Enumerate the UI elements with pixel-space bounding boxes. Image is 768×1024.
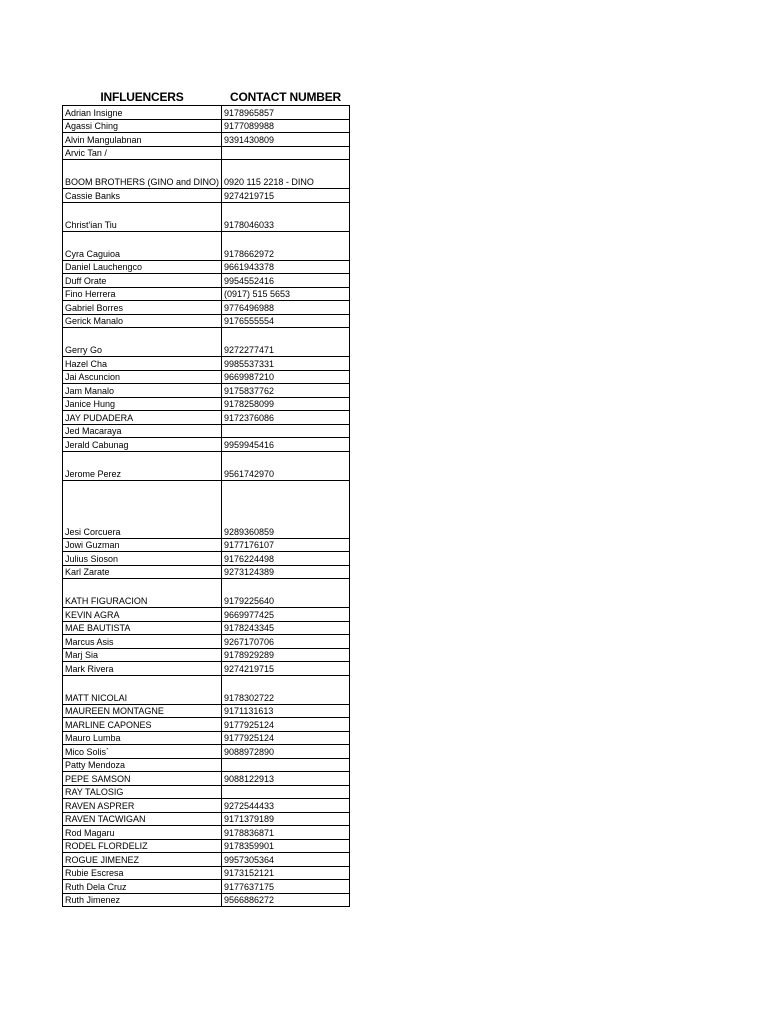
influencer-name-cell[interactable]: Mauro Lumba bbox=[63, 731, 222, 745]
table-row bbox=[63, 608, 350, 622]
influencer-name-cell[interactable]: Christ'ian Tiu bbox=[63, 202, 222, 231]
influencer-name-cell[interactable]: Rod Magaru bbox=[63, 826, 222, 840]
table-row bbox=[63, 565, 350, 579]
influencer-name-cell[interactable]: RAY TALOSIG bbox=[63, 785, 222, 799]
influencer-name-cell[interactable]: Jowi Guzman bbox=[63, 538, 222, 552]
influencer-name-cell[interactable]: Fino Herrera bbox=[63, 287, 222, 301]
contact-number-cell[interactable]: 9954552416 bbox=[222, 274, 350, 288]
table-row bbox=[63, 119, 350, 133]
contact-number-cell[interactable]: 9272277471 bbox=[222, 328, 350, 357]
contact-number-cell[interactable]: 9272544433 bbox=[222, 799, 350, 813]
table-row bbox=[63, 731, 350, 745]
table-row bbox=[63, 880, 350, 894]
contact-number-cell[interactable]: 9175837762 bbox=[222, 384, 350, 398]
table-row bbox=[63, 799, 350, 813]
influencer-name-cell[interactable]: Jerald Cabunag bbox=[63, 438, 222, 452]
contact-number-header: CONTACT NUMBER bbox=[230, 90, 341, 104]
influencer-name-cell[interactable]: Hazel Cha bbox=[63, 357, 222, 371]
influencer-name-cell[interactable]: RAVEN ASPRER bbox=[63, 799, 222, 813]
influencer-name-cell[interactable]: Jed Macaraya bbox=[63, 424, 222, 438]
influencer-name-cell[interactable]: Marcus Asis bbox=[63, 635, 222, 649]
contact-number-cell[interactable]: 9178046033 bbox=[222, 202, 350, 231]
table-row bbox=[63, 893, 350, 907]
table-row bbox=[63, 260, 350, 274]
contact-number-cell[interactable]: 9959945416 bbox=[222, 438, 350, 452]
contact-number-cell[interactable]: 9172376086 bbox=[222, 411, 350, 425]
spreadsheet bbox=[62, 88, 349, 907]
table-row bbox=[63, 384, 350, 398]
table-row bbox=[63, 648, 350, 662]
table-row bbox=[63, 772, 350, 786]
contact-number-cell[interactable]: 9178965857 bbox=[222, 106, 350, 120]
table-row bbox=[63, 662, 350, 676]
influencer-name-cell[interactable]: Cassie Banks bbox=[63, 189, 222, 203]
influencer-name-cell[interactable]: Gerick Manalo bbox=[63, 314, 222, 328]
influencer-name-cell[interactable]: MARLINE CAPONES bbox=[63, 718, 222, 732]
table-row bbox=[63, 866, 350, 880]
influencer-name-cell[interactable]: Ruth Dela Cruz bbox=[63, 880, 222, 894]
table-row bbox=[63, 635, 350, 649]
table-row bbox=[63, 146, 350, 160]
contact-number-cell[interactable]: 9178836871 bbox=[222, 826, 350, 840]
table-row bbox=[63, 314, 350, 328]
table-row bbox=[63, 451, 350, 480]
influencer-name-cell[interactable]: MATT NICOLAI bbox=[63, 675, 222, 704]
influencer-name-cell[interactable]: Daniel Lauchengco bbox=[63, 260, 222, 274]
influencer-name-cell[interactable]: KEVIN AGRA bbox=[63, 608, 222, 622]
contact-number-cell[interactable]: 9177925124 bbox=[222, 731, 350, 745]
contact-number-cell[interactable]: 9177176107 bbox=[222, 538, 350, 552]
contact-number-cell[interactable]: 9273124389 bbox=[222, 565, 350, 579]
influencer-name-cell[interactable]: Agassi Ching bbox=[63, 119, 222, 133]
contact-number-cell[interactable]: 9171379189 bbox=[222, 812, 350, 826]
influencer-name-cell[interactable]: Alvin Mangulabnan bbox=[63, 133, 222, 147]
influencer-name-cell[interactable]: Duff Orate bbox=[63, 274, 222, 288]
influencer-name-cell[interactable]: Gabriel Borres bbox=[63, 301, 222, 315]
table-row bbox=[63, 758, 350, 772]
table-row bbox=[63, 538, 350, 552]
contact-number-cell[interactable]: 9661943378 bbox=[222, 260, 350, 274]
table-row bbox=[63, 853, 350, 867]
contact-number-cell[interactable]: 9178243345 bbox=[222, 621, 350, 635]
contact-number-cell[interactable]: 9957305364 bbox=[222, 853, 350, 867]
contact-number-cell[interactable]: 9173152121 bbox=[222, 866, 350, 880]
table-row bbox=[63, 812, 350, 826]
table-row bbox=[63, 438, 350, 452]
influencer-name-cell[interactable]: RAVEN TACWIGAN bbox=[63, 812, 222, 826]
contact-number-cell[interactable]: 9669987210 bbox=[222, 370, 350, 384]
table-row bbox=[63, 745, 350, 759]
table-row bbox=[63, 301, 350, 315]
table-row bbox=[63, 621, 350, 635]
contact-number-cell[interactable]: 9274219715 bbox=[222, 662, 350, 676]
influencer-name-cell[interactable]: Karl Zarate bbox=[63, 565, 222, 579]
table-row bbox=[63, 480, 350, 538]
contacts-table bbox=[62, 105, 350, 907]
contact-number-cell[interactable]: 9669977425 bbox=[222, 608, 350, 622]
contact-number-cell[interactable]: 9177637175 bbox=[222, 880, 350, 894]
contact-number-cell[interactable]: 9176224498 bbox=[222, 552, 350, 566]
contact-number-cell[interactable]: 9289360859 bbox=[222, 480, 350, 538]
table-row bbox=[63, 328, 350, 357]
contact-number-cell[interactable]: 9274219715 bbox=[222, 189, 350, 203]
table-row bbox=[63, 287, 350, 301]
contact-number-cell[interactable]: (0917) 515 5653 bbox=[222, 287, 350, 301]
contact-number-cell[interactable]: 9178929289 bbox=[222, 648, 350, 662]
influencer-name-cell[interactable]: KATH FIGURACION bbox=[63, 579, 222, 608]
influencer-name-cell[interactable]: MAE BAUTISTA bbox=[63, 621, 222, 635]
influencer-name-cell[interactable]: Jerome Perez bbox=[63, 451, 222, 480]
table-row bbox=[63, 160, 350, 189]
table-row bbox=[63, 704, 350, 718]
table-row bbox=[63, 357, 350, 371]
influencer-name-cell[interactable]: Arvic Tan / bbox=[63, 146, 222, 160]
contact-number-cell[interactable] bbox=[222, 785, 350, 799]
influencer-name-cell[interactable]: RODEL FLORDELIZ bbox=[63, 839, 222, 853]
contact-number-cell[interactable]: 9178258099 bbox=[222, 397, 350, 411]
contact-number-cell[interactable]: 9391430809 bbox=[222, 133, 350, 147]
influencer-name-cell[interactable]: MAUREEN MONTAGNE bbox=[63, 704, 222, 718]
table-row bbox=[63, 106, 350, 120]
contact-number-cell[interactable] bbox=[222, 758, 350, 772]
table-row bbox=[63, 411, 350, 425]
table-row bbox=[63, 839, 350, 853]
influencer-name-cell[interactable]: Adrian Insigne bbox=[63, 106, 222, 120]
influencer-name-cell[interactable]: Patty Mendoza bbox=[63, 758, 222, 772]
contact-number-cell[interactable]: 9561742970 bbox=[222, 451, 350, 480]
contact-number-cell[interactable]: 9178662972 bbox=[222, 231, 350, 260]
influencer-name-cell[interactable]: Marj Sia bbox=[63, 648, 222, 662]
contact-number-cell[interactable]: 9178359901 bbox=[222, 839, 350, 853]
influencer-name-cell[interactable]: ROGUE JIMENEZ bbox=[63, 853, 222, 867]
influencer-name-cell[interactable]: Jesi Corcuera bbox=[63, 480, 222, 538]
table-row bbox=[63, 424, 350, 438]
influencer-name-cell[interactable]: JAY PUDADERA bbox=[63, 411, 222, 425]
influencer-name-cell[interactable]: Cyra Caguioa bbox=[63, 231, 222, 260]
table-row bbox=[63, 785, 350, 799]
contact-number-cell[interactable]: 9179225640 bbox=[222, 579, 350, 608]
influencer-name-cell[interactable]: Janice Hung bbox=[63, 397, 222, 411]
influencer-name-cell[interactable]: Jai Ascuncion bbox=[63, 370, 222, 384]
contact-number-cell[interactable]: 9178302722 bbox=[222, 675, 350, 704]
influencer-name-cell[interactable]: Mark Rivera bbox=[63, 662, 222, 676]
influencer-name-cell[interactable]: Ruth Jimenez bbox=[63, 893, 222, 907]
contact-number-cell[interactable]: 9088122913 bbox=[222, 772, 350, 786]
contact-number-cell[interactable]: 9985537331 bbox=[222, 357, 350, 371]
table-row bbox=[63, 133, 350, 147]
table-row bbox=[63, 675, 350, 704]
contact-number-cell[interactable]: 9171131613 bbox=[222, 704, 350, 718]
contact-number-cell[interactable]: 9566886272 bbox=[222, 893, 350, 907]
header-row bbox=[62, 88, 349, 105]
influencer-name-cell[interactable]: Gerry Go bbox=[63, 328, 222, 357]
contact-number-cell[interactable]: 9176555554 bbox=[222, 314, 350, 328]
table-row bbox=[63, 370, 350, 384]
contact-number-cell[interactable]: 0920 115 2218 - DINO bbox=[222, 160, 350, 189]
contact-number-cell[interactable] bbox=[222, 146, 350, 160]
influencer-name-cell[interactable]: Mico Solis` bbox=[63, 745, 222, 759]
table-row bbox=[63, 274, 350, 288]
contact-number-cell[interactable]: 9267170706 bbox=[222, 635, 350, 649]
contact-number-cell[interactable]: 9177089988 bbox=[222, 119, 350, 133]
influencers-header: INFLUENCERS bbox=[100, 90, 184, 104]
table-row bbox=[63, 202, 350, 231]
influencer-name-cell[interactable]: Julius Sioson bbox=[63, 552, 222, 566]
contact-number-cell[interactable]: 9177925124 bbox=[222, 718, 350, 732]
table-row bbox=[63, 579, 350, 608]
influencer-name-cell[interactable]: BOOM BROTHERS (GINO and DINO) bbox=[63, 160, 222, 189]
influencer-name-cell[interactable]: PEPE SAMSON bbox=[63, 772, 222, 786]
table-row bbox=[63, 552, 350, 566]
contact-number-cell[interactable]: 9776496988 bbox=[222, 301, 350, 315]
contact-number-cell[interactable]: 9088972890 bbox=[222, 745, 350, 759]
table-row bbox=[63, 826, 350, 840]
influencer-name-cell[interactable]: Jam Manalo bbox=[63, 384, 222, 398]
table-row bbox=[63, 718, 350, 732]
influencer-name-cell[interactable]: Rubie Escresa bbox=[63, 866, 222, 880]
table-row bbox=[63, 231, 350, 260]
contact-number-cell[interactable] bbox=[222, 424, 350, 438]
table-row bbox=[63, 189, 350, 203]
table-row bbox=[63, 397, 350, 411]
